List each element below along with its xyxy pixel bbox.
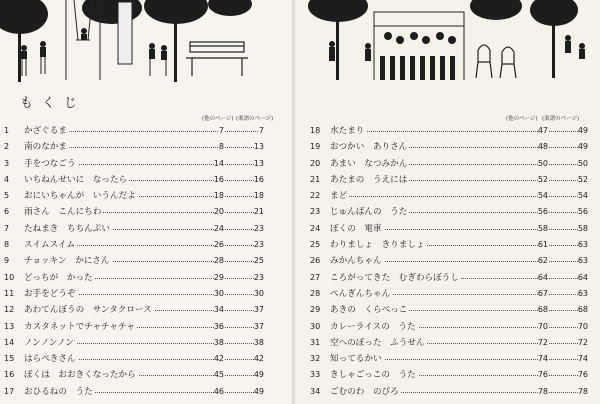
toc-entry: [4, 139, 264, 155]
toc-entry: [310, 286, 588, 302]
entry-page: 20: [214, 204, 224, 220]
entry-score-page: 50: [578, 156, 588, 172]
entry-score-page: 72: [578, 335, 588, 351]
entry-title: スイムスイム: [24, 237, 77, 253]
entry-score-page: 76: [578, 367, 588, 383]
entry-score-page: 49: [578, 139, 588, 155]
entry-score-page: 23: [254, 270, 264, 286]
entry-title: わりましょ きりましょ: [330, 237, 427, 253]
entry-number: 2: [4, 142, 10, 152]
entry-number: 30: [310, 321, 321, 331]
entry-title: お手をどうぞ: [24, 286, 78, 302]
entry-title: どっちが かった: [24, 270, 95, 286]
toc-entry: [4, 172, 264, 188]
toc-entry: [310, 172, 588, 188]
entry-score-page: 37: [254, 302, 264, 318]
toc-entry: [310, 204, 588, 220]
toc-entry: [4, 351, 264, 367]
toc-entry: [310, 156, 588, 172]
entry-score-page: 63: [578, 253, 588, 269]
entry-page: 58: [538, 221, 548, 237]
entry-number: 15: [4, 354, 15, 364]
left-page: [0, 0, 296, 404]
entry-title: あわてんぼうの サンタクロース: [24, 302, 154, 318]
entry-page: 7: [219, 123, 224, 139]
entry-score-page: 38: [254, 335, 264, 351]
entry-number: 25: [310, 240, 321, 250]
entry-page: 52: [538, 172, 548, 188]
entry-title: 雨さん こんにちわ: [24, 204, 103, 220]
entry-page: 47: [538, 123, 548, 139]
entry-title: ごむのわ のびろ: [330, 384, 401, 400]
entry-number: 31: [310, 337, 321, 347]
entry-page: 29: [214, 270, 224, 286]
entry-title: ノンノンノン: [24, 335, 76, 351]
entry-page: 14: [214, 156, 224, 172]
entry-number: 16: [4, 370, 15, 380]
toc-entry: [310, 367, 588, 383]
entry-page: 78: [538, 384, 548, 400]
entry-score-page: 18: [254, 188, 264, 204]
entry-title: 空へのぼった ふうせん: [330, 335, 427, 351]
toc-entry: [310, 123, 588, 139]
entry-page: 54: [538, 188, 548, 204]
entry-score-page: 78: [578, 384, 588, 400]
entry-score-page: 70: [578, 319, 588, 335]
entry-page: 61: [538, 237, 548, 253]
entry-score-page: 58: [578, 221, 588, 237]
entry-page: 28: [214, 253, 224, 269]
entry-number: 4: [4, 174, 10, 184]
entry-title: おつかい ありさん: [330, 139, 409, 155]
right-page: [296, 0, 600, 404]
toc-entry: [310, 237, 588, 253]
dot-leader: [330, 195, 588, 197]
entry-number: 24: [310, 223, 321, 233]
entry-page: 34: [214, 302, 224, 318]
entry-title: あたまの うえには: [330, 172, 409, 188]
toc-entry: [4, 302, 264, 318]
column-header-page: (他のページ): [202, 116, 234, 122]
entry-title: おひるねの うた: [24, 384, 95, 400]
entry-title: あきの くらべっこ: [330, 302, 409, 318]
entry-number: 1: [4, 126, 10, 135]
entry-score-page: 23: [254, 237, 264, 253]
entry-score-page: 13: [254, 139, 264, 155]
toc-entry: [4, 270, 264, 286]
entry-title: 知ってるかい: [330, 351, 384, 367]
entry-page: 72: [538, 335, 548, 351]
entry-title: きしゃごっこの うた: [330, 367, 418, 383]
entry-page: 68: [538, 302, 548, 318]
entry-number: 14: [4, 337, 15, 347]
toc-entry: [310, 384, 588, 400]
entry-score-page: 74: [578, 351, 588, 367]
entry-page: 50: [538, 156, 548, 172]
toc-entry: [310, 270, 588, 286]
toc-entry: [310, 188, 588, 204]
entry-number: 11: [4, 288, 15, 298]
entry-score-page: 68: [578, 302, 588, 318]
entry-number: 5: [4, 191, 10, 201]
market-illustration: [296, 0, 600, 90]
entry-title: おにいちゃんが いうんだよ: [24, 188, 138, 204]
entry-page: 8: [219, 139, 224, 155]
entry-number: 27: [310, 272, 321, 282]
entry-number: 33: [310, 370, 321, 380]
entry-number: 23: [310, 207, 321, 217]
entry-page: 56: [538, 204, 548, 220]
entry-score-page: 56: [578, 204, 588, 220]
entry-page: 74: [538, 351, 548, 367]
entry-title: カレーライスの うた: [330, 319, 418, 335]
toc-entry: [310, 351, 588, 367]
entry-number: 12: [4, 305, 15, 315]
entry-title: ぼくは おおきくなったから: [24, 367, 138, 383]
entry-page: 24: [214, 221, 224, 237]
toc-entry: [4, 204, 264, 220]
entry-title: ぺんぎんちゃん: [330, 286, 392, 302]
entry-number: 26: [310, 256, 321, 266]
entry-page: 46: [214, 384, 224, 400]
entry-score-page: 23: [254, 221, 264, 237]
entry-score-page: 64: [578, 270, 588, 286]
entry-number: 13: [4, 321, 15, 331]
entry-number: 22: [310, 191, 321, 201]
entry-title: はらぺきさん: [24, 351, 78, 367]
entry-number: 8: [4, 240, 10, 250]
entry-number: 19: [310, 142, 321, 152]
entry-score-page: 42: [254, 351, 264, 367]
toc-entry: [4, 367, 264, 383]
entry-page: 64: [538, 270, 548, 286]
entry-title: カスタネットでチャチャチャ: [24, 319, 137, 335]
toc-entry: [4, 286, 264, 302]
toc-entry: [4, 319, 264, 335]
entry-title: あまい なつみかん: [330, 156, 409, 172]
entry-score-page: 7: [259, 123, 264, 139]
entry-score-page: 49: [254, 367, 264, 383]
entry-score-page: 63: [578, 237, 588, 253]
park-illustration: [0, 0, 296, 90]
entry-page: 16: [214, 172, 224, 188]
entry-number: 18: [310, 126, 321, 135]
entry-title: 水たまり: [330, 123, 366, 139]
entry-title: たねまき ちちんぷい: [24, 221, 112, 237]
entry-number: 28: [310, 288, 321, 298]
toc-entry: [4, 188, 264, 204]
toc-entry: [4, 156, 264, 172]
toc-entry: [310, 221, 588, 237]
toc-entry: [310, 335, 588, 351]
entry-number: 20: [310, 158, 321, 168]
toc-entry: [310, 302, 588, 318]
entry-score-page: 52: [578, 172, 588, 188]
entry-number: 29: [310, 305, 321, 315]
column-header-page-right: (他のページ): [506, 116, 538, 122]
entry-score-page: 63: [578, 286, 588, 302]
entry-title: ぼくの 電車: [330, 221, 384, 237]
entry-page: 36: [214, 319, 224, 335]
entry-score-page: 13: [254, 156, 264, 172]
entry-page: 18: [214, 188, 224, 204]
toc-list-left: [4, 123, 264, 400]
toc-heading: もくじ: [20, 96, 87, 111]
entry-number: 32: [310, 354, 321, 364]
entry-score-page: 30: [254, 286, 264, 302]
entry-number: 21: [310, 174, 321, 184]
toc-entry: [4, 237, 264, 253]
entry-title: みかんちゃん: [330, 253, 384, 269]
toc-entry: [310, 253, 588, 269]
entry-page: 30: [214, 286, 224, 302]
entry-title: 手をつなごう: [24, 156, 78, 172]
entry-score-page: 54: [578, 188, 588, 204]
entry-title: じゅんばんの うた: [330, 204, 409, 220]
entry-number: 10: [4, 272, 15, 282]
entry-score-page: 21: [254, 204, 264, 220]
entry-score-page: 25: [254, 253, 264, 269]
entry-score-page: 49: [254, 384, 264, 400]
entry-score-page: 49: [578, 123, 588, 139]
dot-leader: [330, 130, 588, 132]
entry-page: 70: [538, 319, 548, 335]
toc-entry: [4, 123, 264, 139]
entry-number: 6: [4, 207, 10, 217]
entry-number: 34: [310, 386, 321, 396]
entry-number: 3: [4, 158, 10, 168]
entry-title: まど: [330, 188, 349, 204]
toc-entry: [4, 335, 264, 351]
entry-page: 48: [538, 139, 548, 155]
toc-entry: [4, 221, 264, 237]
toc-entry: [4, 384, 264, 400]
entry-page: 26: [214, 237, 224, 253]
toc-entry: [310, 319, 588, 335]
entry-page: 62: [538, 253, 548, 269]
entry-number: 17: [4, 386, 15, 396]
toc-entry: [310, 139, 588, 155]
entry-page: 42: [214, 351, 224, 367]
entry-title: いちねんせいに なったら: [24, 172, 129, 188]
entry-page: 38: [214, 335, 224, 351]
entry-title: チョッキン かにさん: [24, 253, 112, 269]
entry-score-page: 16: [254, 172, 264, 188]
entry-page: 45: [214, 367, 224, 383]
entry-number: 9: [4, 256, 10, 266]
column-header-score-right: (楽譜のページ): [542, 116, 580, 122]
toc-entry: [4, 253, 264, 269]
toc-list-right: [310, 123, 588, 400]
entry-number: 7: [4, 223, 10, 233]
entry-page: 76: [538, 367, 548, 383]
entry-score-page: 37: [254, 319, 264, 335]
entry-title: ころがってきた むぎわらぼうし: [330, 270, 461, 286]
entry-page: 67: [538, 286, 548, 302]
entry-title: 南のなかま: [24, 139, 69, 155]
entry-title: かざぐるま: [24, 123, 69, 139]
column-header-score: (楽譜のページ): [236, 116, 274, 122]
